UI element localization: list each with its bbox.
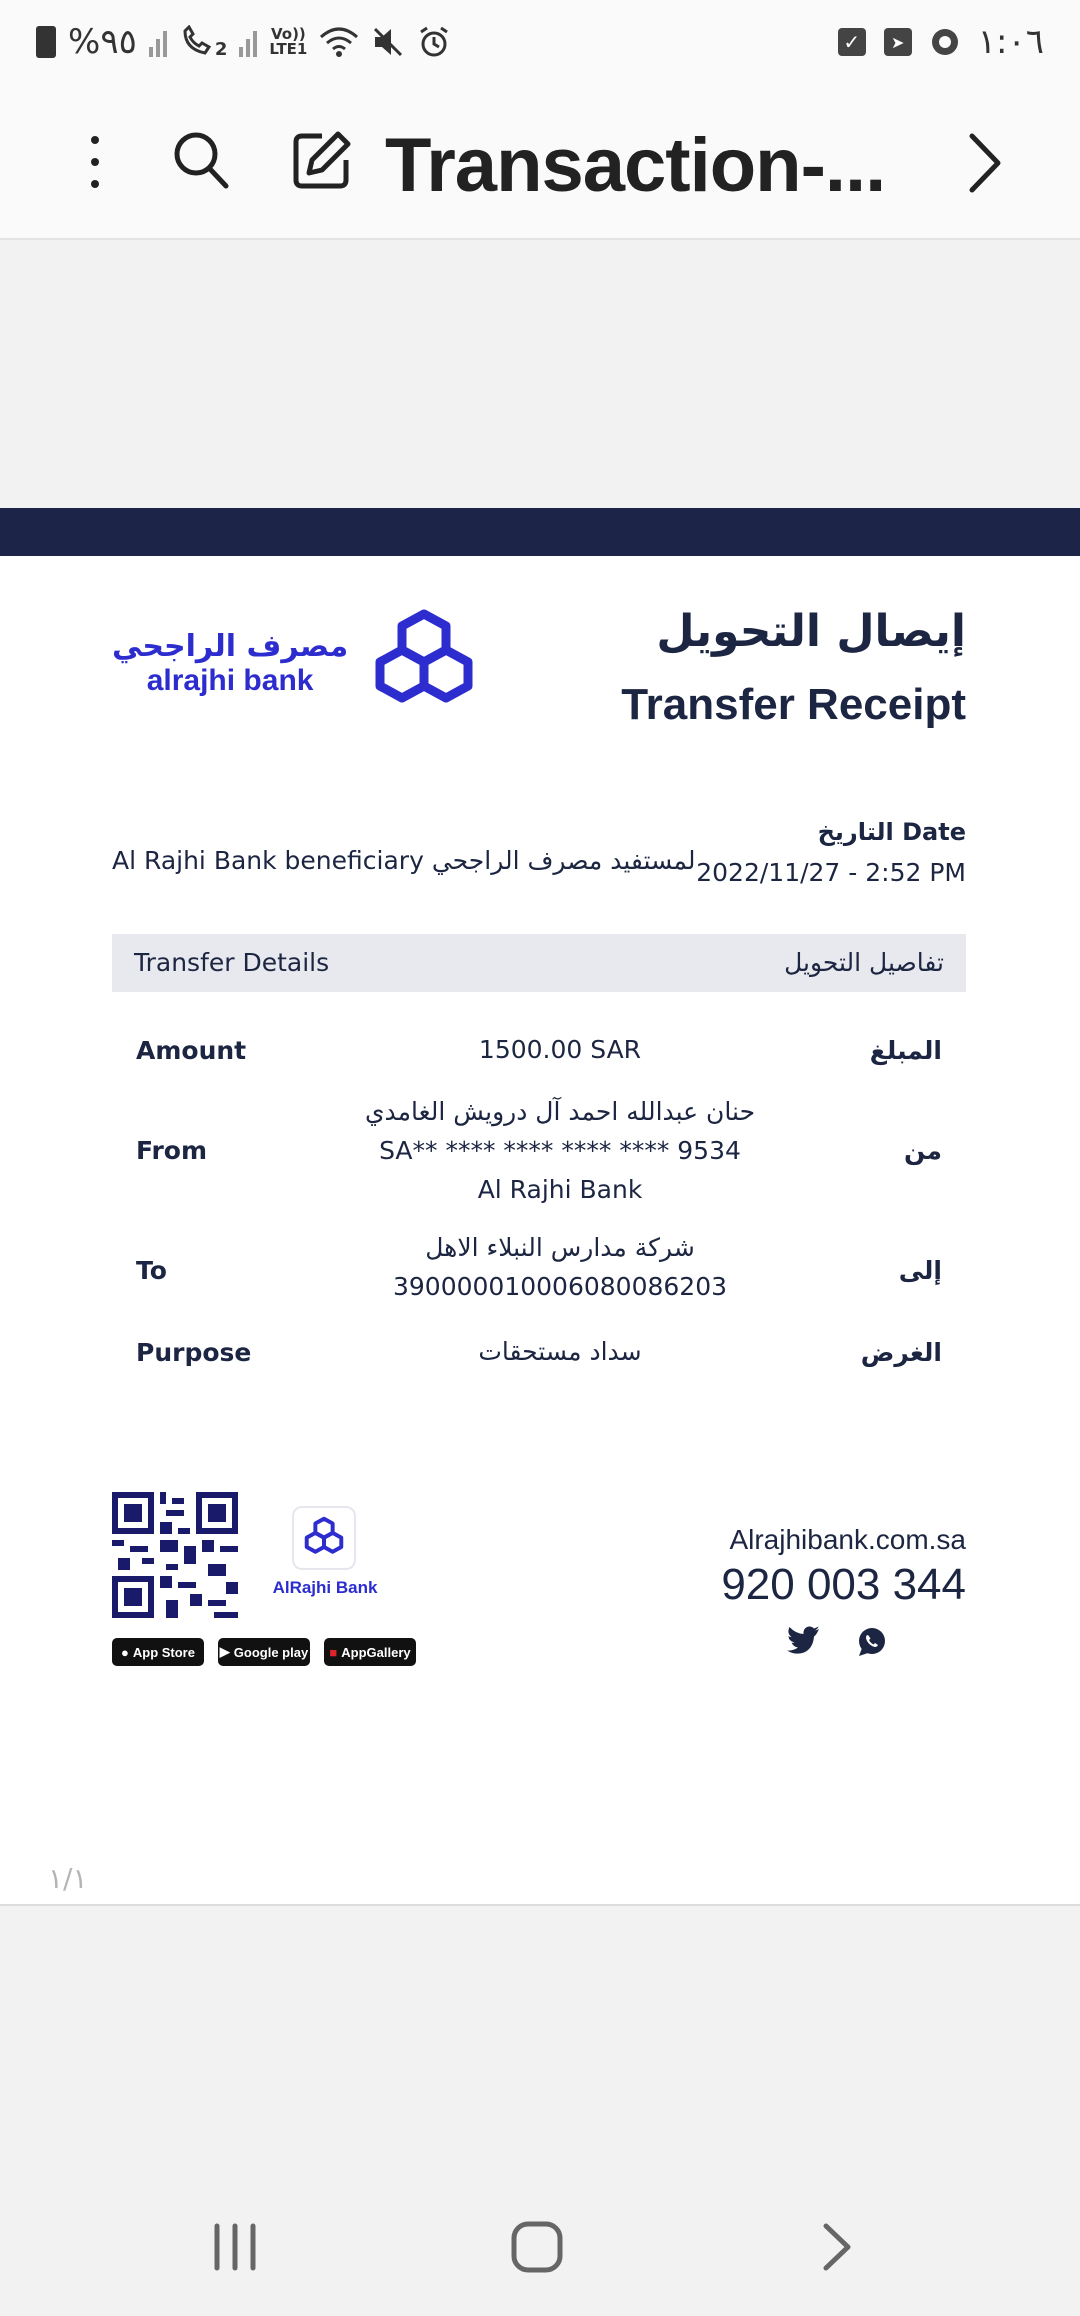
qr-code-image (112, 1492, 238, 1618)
twitter-icon[interactable] (786, 1626, 820, 1656)
bank-name-ar: مصرف الراجحي (112, 629, 349, 664)
transfer-details-label-en: Transfer Details (134, 948, 330, 977)
page-indicator: ١/١ (48, 1862, 88, 1895)
clock: ١:٠٦ (977, 22, 1044, 62)
bank-logo (112, 608, 480, 718)
app-logo-label: AlRajhi Bank (272, 1578, 378, 1597)
transfer-details-label-ar: تفاصيل التحويل (784, 948, 944, 977)
signal-2-icon (239, 27, 257, 57)
mute-icon (371, 25, 405, 59)
navigation-bar (0, 2190, 1080, 2316)
play-icon: ▶ (219, 1644, 230, 1659)
purpose-label-en: Purpose (136, 1338, 252, 1367)
from-label-en: From (136, 1136, 208, 1165)
app-logo (292, 1506, 356, 1570)
date-label: التاريخ Date (817, 818, 966, 846)
huawei-icon: ■ (329, 1644, 338, 1660)
sim-label: 2 (214, 38, 228, 60)
date-value: 2022/11/27 - 2:52 PM (696, 858, 966, 887)
alarm-icon (417, 25, 451, 59)
home-icon[interactable] (510, 2220, 564, 2274)
recent-apps-icon[interactable] (212, 2220, 258, 2274)
status-right (838, 22, 1044, 62)
back-chevron-icon[interactable] (820, 2220, 856, 2274)
bank-logo-text (112, 629, 348, 697)
from-account: SA** **** **** **** **** 9534 (379, 1136, 741, 1165)
alrajhi-small-logo-icon (302, 1516, 346, 1560)
edit-icon[interactable] (292, 128, 354, 192)
from-name: حنان عبدالله احمد آل درويش الغامدي (364, 1097, 756, 1126)
wifi-icon (319, 25, 359, 59)
app-store-label: App Store (132, 1644, 195, 1660)
app-bar (0, 92, 1080, 240)
amount-label-ar: المبلغ (869, 1036, 942, 1065)
send-notification-icon: ➤ (884, 28, 912, 56)
website-link[interactable]: Alrajhibank.com.sa (729, 1524, 966, 1555)
volte-bottom: LTE1 (269, 40, 308, 58)
app-store-badge[interactable] (112, 1638, 204, 1666)
to-label-ar: إلى (898, 1256, 942, 1285)
amount-label-en: Amount (136, 1036, 247, 1065)
receipt-title-en: Transfer Receipt (621, 680, 966, 729)
from-label-ar: من (904, 1136, 942, 1165)
volte-top: Vo)) (270, 25, 306, 43)
app-gallery-label: AppGallery (341, 1644, 411, 1660)
to-name: شركة مدارس النبلاء الاهل (425, 1233, 695, 1262)
store-badges (112, 1638, 416, 1666)
phone-number[interactable]: 920 003 344 (721, 1560, 966, 1609)
app-notification-icon (930, 27, 960, 57)
document-header-band (0, 508, 1080, 556)
more-vert-icon[interactable] (80, 132, 110, 192)
bank-name-en: alrajhi bank (146, 664, 314, 697)
check-notification-icon: ✓ (838, 28, 866, 56)
transfer-details-header (112, 934, 966, 992)
search-icon[interactable] (172, 128, 232, 192)
status-bar (0, 0, 1080, 92)
document-title: Transaction-... (385, 123, 886, 208)
app-gallery-badge[interactable] (324, 1638, 416, 1666)
status-left (36, 22, 451, 62)
from-bank: Al Rajhi Bank (477, 1175, 643, 1204)
social-links (786, 1626, 888, 1658)
to-label-en: To (136, 1256, 167, 1285)
google-play-label: Google play (233, 1644, 309, 1660)
battery-percent: %٩٥ (68, 22, 137, 62)
receipt-title-ar: إيصال التحويل (656, 606, 966, 657)
document-background (0, 242, 1080, 508)
to-account: 390000010006080086203 (392, 1272, 728, 1301)
volte-icon (269, 27, 307, 57)
google-play-badge[interactable] (218, 1638, 310, 1666)
chevron-right-icon[interactable] (960, 128, 1010, 198)
beneficiary-type: Al Rajhi Bank beneficiary لمستفيد مصرف الراجحي (112, 846, 696, 875)
signal-icon (149, 27, 167, 57)
wifi-call-icon (179, 25, 213, 59)
receipt-page[interactable] (0, 556, 1080, 1906)
alrajhi-logo-icon (368, 608, 480, 718)
purpose-value: سداد مستحقات (478, 1337, 642, 1366)
apple-icon: ● (121, 1644, 129, 1660)
purpose-label-ar: الغرض (860, 1338, 942, 1367)
battery-icon (36, 26, 56, 58)
amount-value: 1500.00 SAR (478, 1035, 642, 1064)
whatsapp-icon[interactable] (856, 1626, 888, 1658)
